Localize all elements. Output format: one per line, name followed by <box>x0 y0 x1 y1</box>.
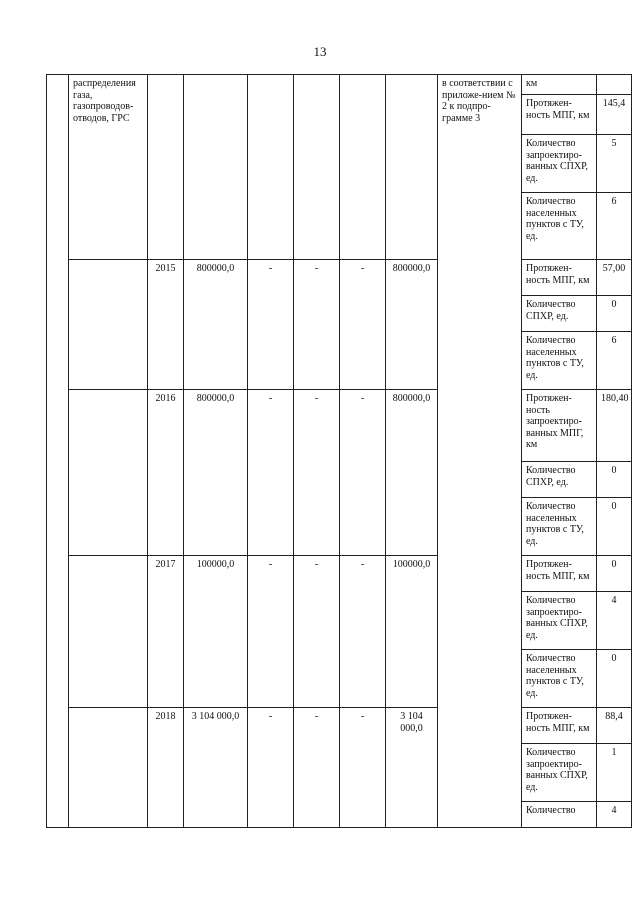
indicator-label: Количество населенных пунктов с ТУ, ед. <box>522 498 597 556</box>
value-cell: 800000,0 <box>386 260 438 390</box>
value-cell: - <box>340 390 386 556</box>
indicator-label: Количество запроектиро-ванных СПХР, ед. <box>522 135 597 193</box>
indicator-value: 0 <box>597 296 632 332</box>
value-cell <box>340 75 386 260</box>
value-cell: - <box>294 556 340 708</box>
description-cell <box>69 708 148 828</box>
value-cell: - <box>340 708 386 828</box>
indicator-label: Количество <box>522 802 597 828</box>
indicator-label: Протяжен-ность МПГ, км <box>522 260 597 296</box>
value-cell <box>184 75 248 260</box>
value-cell: - <box>294 390 340 556</box>
indicator-label: Количество запроектиро-ванных СПХР, ед. <box>522 592 597 650</box>
indicator-label: Количество населенных пунктов с ТУ, ед. <box>522 193 597 260</box>
year-cell: 2018 <box>148 708 184 828</box>
value-cell: 800000,0 <box>386 390 438 556</box>
table-row <box>47 708 632 744</box>
indicator-value: 0 <box>597 556 632 592</box>
page-number: 13 <box>313 44 327 59</box>
indicator-value: 180,40 <box>597 390 632 462</box>
year-cell: 2016 <box>148 390 184 556</box>
table-row <box>47 75 632 95</box>
indicator-value: 145,4 <box>597 95 632 135</box>
value-cell: 3 104 000,0 <box>386 708 438 828</box>
index-cell <box>47 75 69 828</box>
indicator-value: 0 <box>597 462 632 498</box>
value-cell: - <box>340 556 386 708</box>
table-row <box>47 556 632 592</box>
indicator-value: 1 <box>597 744 632 802</box>
indicator-value: 88,4 <box>597 708 632 744</box>
indicator-value: 4 <box>597 592 632 650</box>
indicator-label: Протяжен-ность запроектиро-ванных МПГ, км <box>522 390 597 462</box>
indicator-value: 57,00 <box>597 260 632 296</box>
description-cell <box>69 260 148 390</box>
year-cell: 2017 <box>148 556 184 708</box>
year-cell: 2015 <box>148 260 184 390</box>
value-cell <box>248 75 294 260</box>
table-row <box>47 390 632 462</box>
note-cell: в соответствии с приложе-нием № 2 к подпро-грамме 3 <box>438 75 522 828</box>
value-cell: - <box>294 708 340 828</box>
indicator-label: Протяжен-ность МПГ, км <box>522 95 597 135</box>
indicator-label: Количество населенных пунктов с ТУ, ед. <box>522 650 597 708</box>
value-cell: - <box>340 260 386 390</box>
indicator-value: 5 <box>597 135 632 193</box>
value-cell: - <box>248 260 294 390</box>
indicator-label: Количество запроектиро-ванных СПХР, ед. <box>522 744 597 802</box>
value-cell: 800000,0 <box>184 390 248 556</box>
indicator-value: 6 <box>597 193 632 260</box>
value-cell: - <box>294 260 340 390</box>
value-cell: 800000,0 <box>184 260 248 390</box>
value-cell <box>386 75 438 260</box>
indicator-label: Количество СПХР, ед. <box>522 296 597 332</box>
indicator-value: 6 <box>597 332 632 390</box>
program-table <box>46 74 632 828</box>
indicator-value <box>597 75 632 95</box>
value-cell: - <box>248 390 294 556</box>
description-cell <box>69 556 148 708</box>
value-cell <box>294 75 340 260</box>
indicator-label: Протяжен-ность МПГ, км <box>522 556 597 592</box>
indicator-value: 0 <box>597 650 632 708</box>
description-cell: распределения газа, газопроводов-отводов, ГРС <box>69 75 148 260</box>
value-cell: 3 104 000,0 <box>184 708 248 828</box>
indicator-value: 0 <box>597 498 632 556</box>
value-cell: 100000,0 <box>386 556 438 708</box>
indicator-label: Протяжен-ность МПГ, км <box>522 708 597 744</box>
value-cell: 100000,0 <box>184 556 248 708</box>
indicator-label: км <box>522 75 597 95</box>
value-cell: - <box>248 556 294 708</box>
table-row <box>47 260 632 296</box>
year-cell <box>148 75 184 260</box>
value-cell: - <box>248 708 294 828</box>
indicator-label: Количество населенных пунктов с ТУ, ед. <box>522 332 597 390</box>
description-cell <box>69 390 148 556</box>
indicator-value: 4 <box>597 802 632 828</box>
indicator-label: Количество СПХР, ед. <box>522 462 597 498</box>
